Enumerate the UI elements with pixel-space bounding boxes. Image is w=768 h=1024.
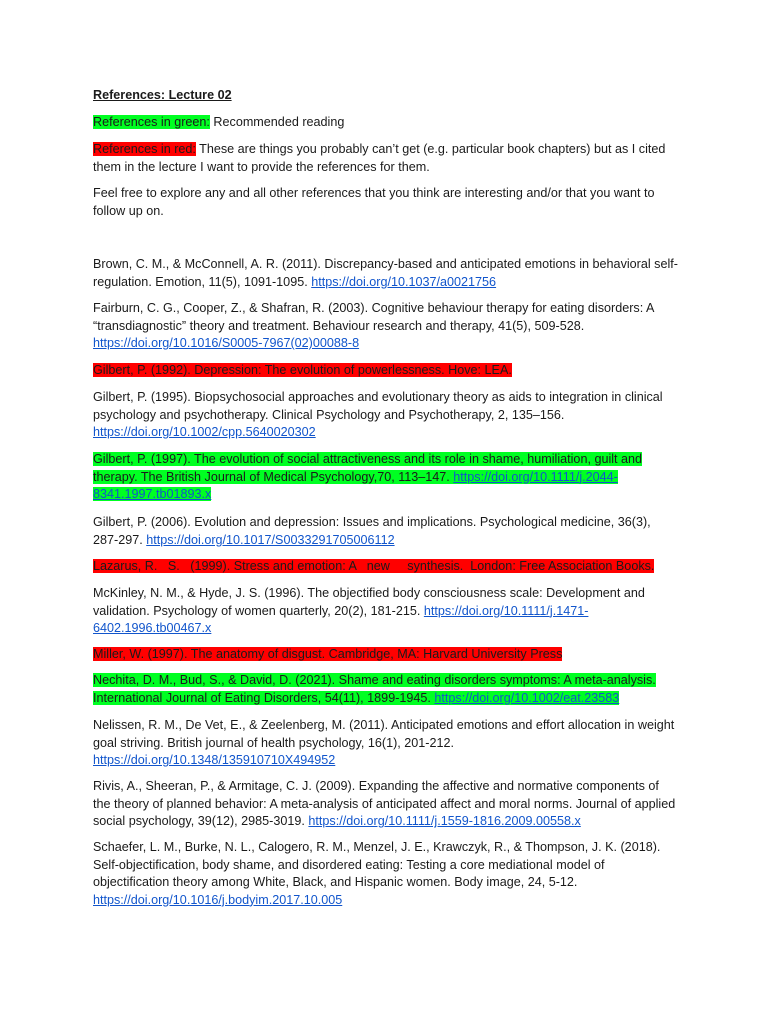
reference-item bbox=[93, 839, 678, 909]
reference-item bbox=[93, 514, 678, 549]
reference-text: Nelissen, R. M., De Vet, E., & Zeelenberg, M. (2011). Anticipated emotions and effort allocation in weight goal striving. British journal of health psychology, 16(1), 201-212. bbox=[93, 718, 675, 750]
legend-green bbox=[93, 114, 678, 132]
reference-text: Gilbert, P. (2006). Evolution and depression: Issues and implications. Psychological medicine, 36(3), 287-297. bbox=[93, 515, 651, 547]
reference-link[interactable]: https://doi.org/10.1017/S0033291705006112 bbox=[146, 532, 395, 547]
reference-text: Fairburn, C. G., Cooper, Z., & Shafran, R. (2003). Cognitive behaviour therapy for eating disorders: A “transdiagnostic” theory and treatment. Behaviour research and therapy, 41(5), 509-528. bbox=[93, 301, 654, 333]
green-legend-text: Recommended reading bbox=[209, 115, 345, 129]
reference-link[interactable]: https://doi.org/10.1016/j.bodyim.2017.10.005 bbox=[93, 892, 343, 907]
reference-link[interactable]: https://doi.org/10.1016/S0005-7967(02)00088-8 bbox=[93, 336, 360, 351]
reference-text: Rivis, A., Sheeran, P., & Armitage, C. J. (2009). Expanding the affective and normative components of the theory of planned behavior: A meta-analysis of anticipated affect and moral norms. Journal of applied social psychology, 39(12), 2985-3019. bbox=[93, 779, 676, 829]
reference-item bbox=[93, 256, 678, 291]
red-legend-label: References in red: bbox=[93, 142, 196, 156]
reference-text: Nechita, D. M., Bud, S., & David, D. (2021). Shame and eating disorders symptoms: A meta-analysis. International Journal of Eating Disorders, 54(11), 1899-1945. bbox=[93, 673, 656, 705]
legend-red bbox=[93, 141, 678, 176]
reference-text: Brown, C. M., & McConnell, A. R. (2011). Discrepancy-based and anticipated emotions in behavioral self-regulation. Emotion, 11(5), 1091-1095. bbox=[93, 257, 678, 289]
reference-item bbox=[93, 778, 678, 831]
explore-note: Feel free to explore any and all other references that you think are interesting and/or that you want to follow up on. bbox=[93, 186, 655, 218]
reference-highlight bbox=[93, 452, 642, 501]
page-title: References: Lecture 02 bbox=[93, 88, 232, 102]
reference-link[interactable]: https://doi.org/10.1111/j.2044-8341.1997.tb01893.x bbox=[93, 469, 618, 502]
reference-item bbox=[93, 585, 678, 638]
reference-text: Gilbert, P. (1995). Biopsychosocial approaches and evolutionary theory as aids to integration in clinical psychology and psychotherapy. Clinical Psychology and Psychotherapy, 2, 135–156. bbox=[93, 390, 663, 422]
reference-link[interactable]: https://doi.org/10.1002/cpp.5640020302 bbox=[93, 425, 316, 440]
reference-text: Miller, W. (1997). The anatomy of disgust. Cambridge, MA: Harvard University Press bbox=[93, 647, 563, 661]
reference-link[interactable]: https://doi.org/10.1002/eat.23583 bbox=[434, 690, 620, 705]
reference-item bbox=[93, 646, 678, 664]
reference-text: McKinley, N. M., & Hyde, J. S. (1996). The objectified body consciousness scale: Development and validation. Psychology of women quarterly, 20(2), 181-215. bbox=[93, 586, 645, 618]
reference-item bbox=[93, 558, 678, 576]
reference-link[interactable]: https://doi.org/10.1111/j.1559-1816.2009.00558.x bbox=[308, 814, 581, 829]
reference-link[interactable]: https://doi.org/10.1037/a0021756 bbox=[311, 274, 497, 289]
reference-text: Gilbert, P. (1992). Depression: The evolution of powerlessness. Hove: LEA. bbox=[93, 363, 512, 377]
reference-link[interactable]: https://doi.org/10.1348/135910710X494952 bbox=[93, 753, 336, 768]
reference-item bbox=[93, 451, 678, 504]
reference-link[interactable]: https://doi.org/10.1111/j.1471-6402.1996.tb00467.x bbox=[93, 603, 589, 636]
reference-highlight bbox=[93, 673, 656, 705]
reference-item bbox=[93, 672, 678, 707]
reference-item bbox=[93, 389, 678, 442]
reference-item bbox=[93, 362, 678, 380]
reference-text: Lazarus, R. S. (1999). Stress and emotion: A new synthesis. London: Free Association Books. bbox=[93, 559, 655, 573]
reference-item bbox=[93, 300, 678, 353]
green-legend-label: References in green: bbox=[93, 115, 210, 129]
red-legend-text: These are things you probably can’t get (e.g. particular book chapters) but as I cited them in the lecture I want to provide the references for them. bbox=[93, 142, 666, 174]
reference-item bbox=[93, 717, 678, 770]
reference-text: Schaefer, L. M., Burke, N. L., Calogero, R. M., Menzel, J. E., Krawczyk, R., & Thompson, J. K. (2018). Self-objectification, body shame, and disordered eating: Testing a core mediational model of objectification theory among White, Black, and Hispanic women. Body image, 24, 5-12. bbox=[93, 840, 661, 890]
reference-text: Gilbert, P. (1997). The evolution of social attractiveness and its role in shame, humiliation, guilt and therapy. The British Journal of Medical Psychology,70, 113–147. bbox=[93, 452, 643, 484]
